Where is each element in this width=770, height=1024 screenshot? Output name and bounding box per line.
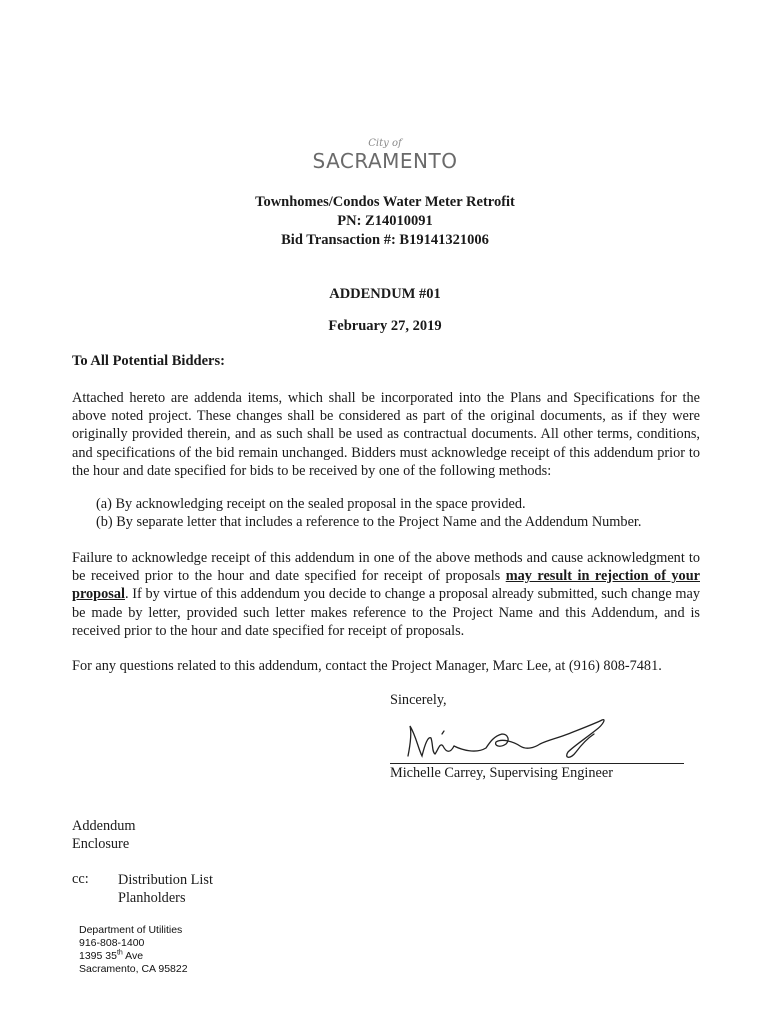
paragraph-intro: Attached hereto are addenda items, which shall be incorporated into the Plans and Specifications for the above noted project. These changes shall be considered as part of the original documents, as if they were originally provided therein, and as such shall be used as contractual documents. All other terms, conditions, and specifications of the bid remain unchanged. Bidders must acknowledge receipt of this addendum prior to the hour and date specified for bids to be received by one of the following methods: xyxy=(72,390,700,479)
document-date: February 27, 2019 xyxy=(328,318,442,334)
enclosures xyxy=(72,817,136,853)
footer-city: Sacramento, CA 95822 xyxy=(79,963,188,975)
method-item: (a) By acknowledging receipt on the sealed proposal in the space provided. xyxy=(96,496,526,512)
paragraph-contact: For any questions related to this addendum, contact the Project Manager, Marc Lee, at (916) 808-7481. xyxy=(72,658,662,674)
closing: Sincerely, xyxy=(390,692,447,708)
cc-item: Planholders xyxy=(118,890,186,906)
enclosure-item: Enclosure xyxy=(72,836,130,852)
logo-city-of: City of xyxy=(368,138,402,149)
paragraph-failure-start: Failure to acknowledge receipt of this addendum in one of the above methods and cause acknowledgment to be received prior to the hour and date specified for receipt of proposals xyxy=(72,550,700,585)
signer-name: Michelle Carrey, Supervising Engineer xyxy=(390,765,613,781)
cc-list xyxy=(118,871,213,907)
footer-phone: 916-808-1400 xyxy=(79,937,145,949)
document-header xyxy=(0,193,770,250)
paragraph-failure xyxy=(72,549,700,640)
city-logo xyxy=(0,138,770,172)
salutation: To All Potential Bidders: xyxy=(72,353,225,369)
footer-street-suffix: th xyxy=(116,949,123,957)
project-number: PN: Z14010091 xyxy=(337,213,433,229)
cc-label: cc: xyxy=(72,871,89,887)
signature-icon xyxy=(398,712,618,764)
cc-item: Distribution List xyxy=(118,872,213,888)
footer-street xyxy=(79,950,188,963)
footer-street-name: Ave xyxy=(122,950,144,962)
footer-street-number: 1395 35 xyxy=(79,950,117,962)
footer-department: Department of Utilities xyxy=(79,924,183,936)
enclosure-item: Addendum xyxy=(72,818,136,834)
rejection-warning: may result in rejection of your proposal xyxy=(72,568,700,603)
footer-address xyxy=(79,924,188,976)
signature xyxy=(398,712,618,764)
addendum-title: ADDENDUM #01 xyxy=(329,286,441,302)
project-title: Townhomes/Condos Water Meter Retrofit xyxy=(255,194,515,210)
paragraph-failure-end: . If by virtue of this addendum you decide to change a proposal already submitted, such change may be made by letter, provided such letter makes reference to the Project Name and this Addendum, and is received prior to the hour and date specified for receipt of proposals. xyxy=(72,586,700,639)
bid-transaction: Bid Transaction #: B19141321006 xyxy=(281,232,489,248)
logo-sacramento: SACRAMENTO xyxy=(312,149,458,173)
acknowledgement-methods xyxy=(96,495,716,531)
method-item: (b) By separate letter that includes a reference to the Project Name and the Addendum Number. xyxy=(96,514,642,530)
signature-line xyxy=(390,763,684,764)
